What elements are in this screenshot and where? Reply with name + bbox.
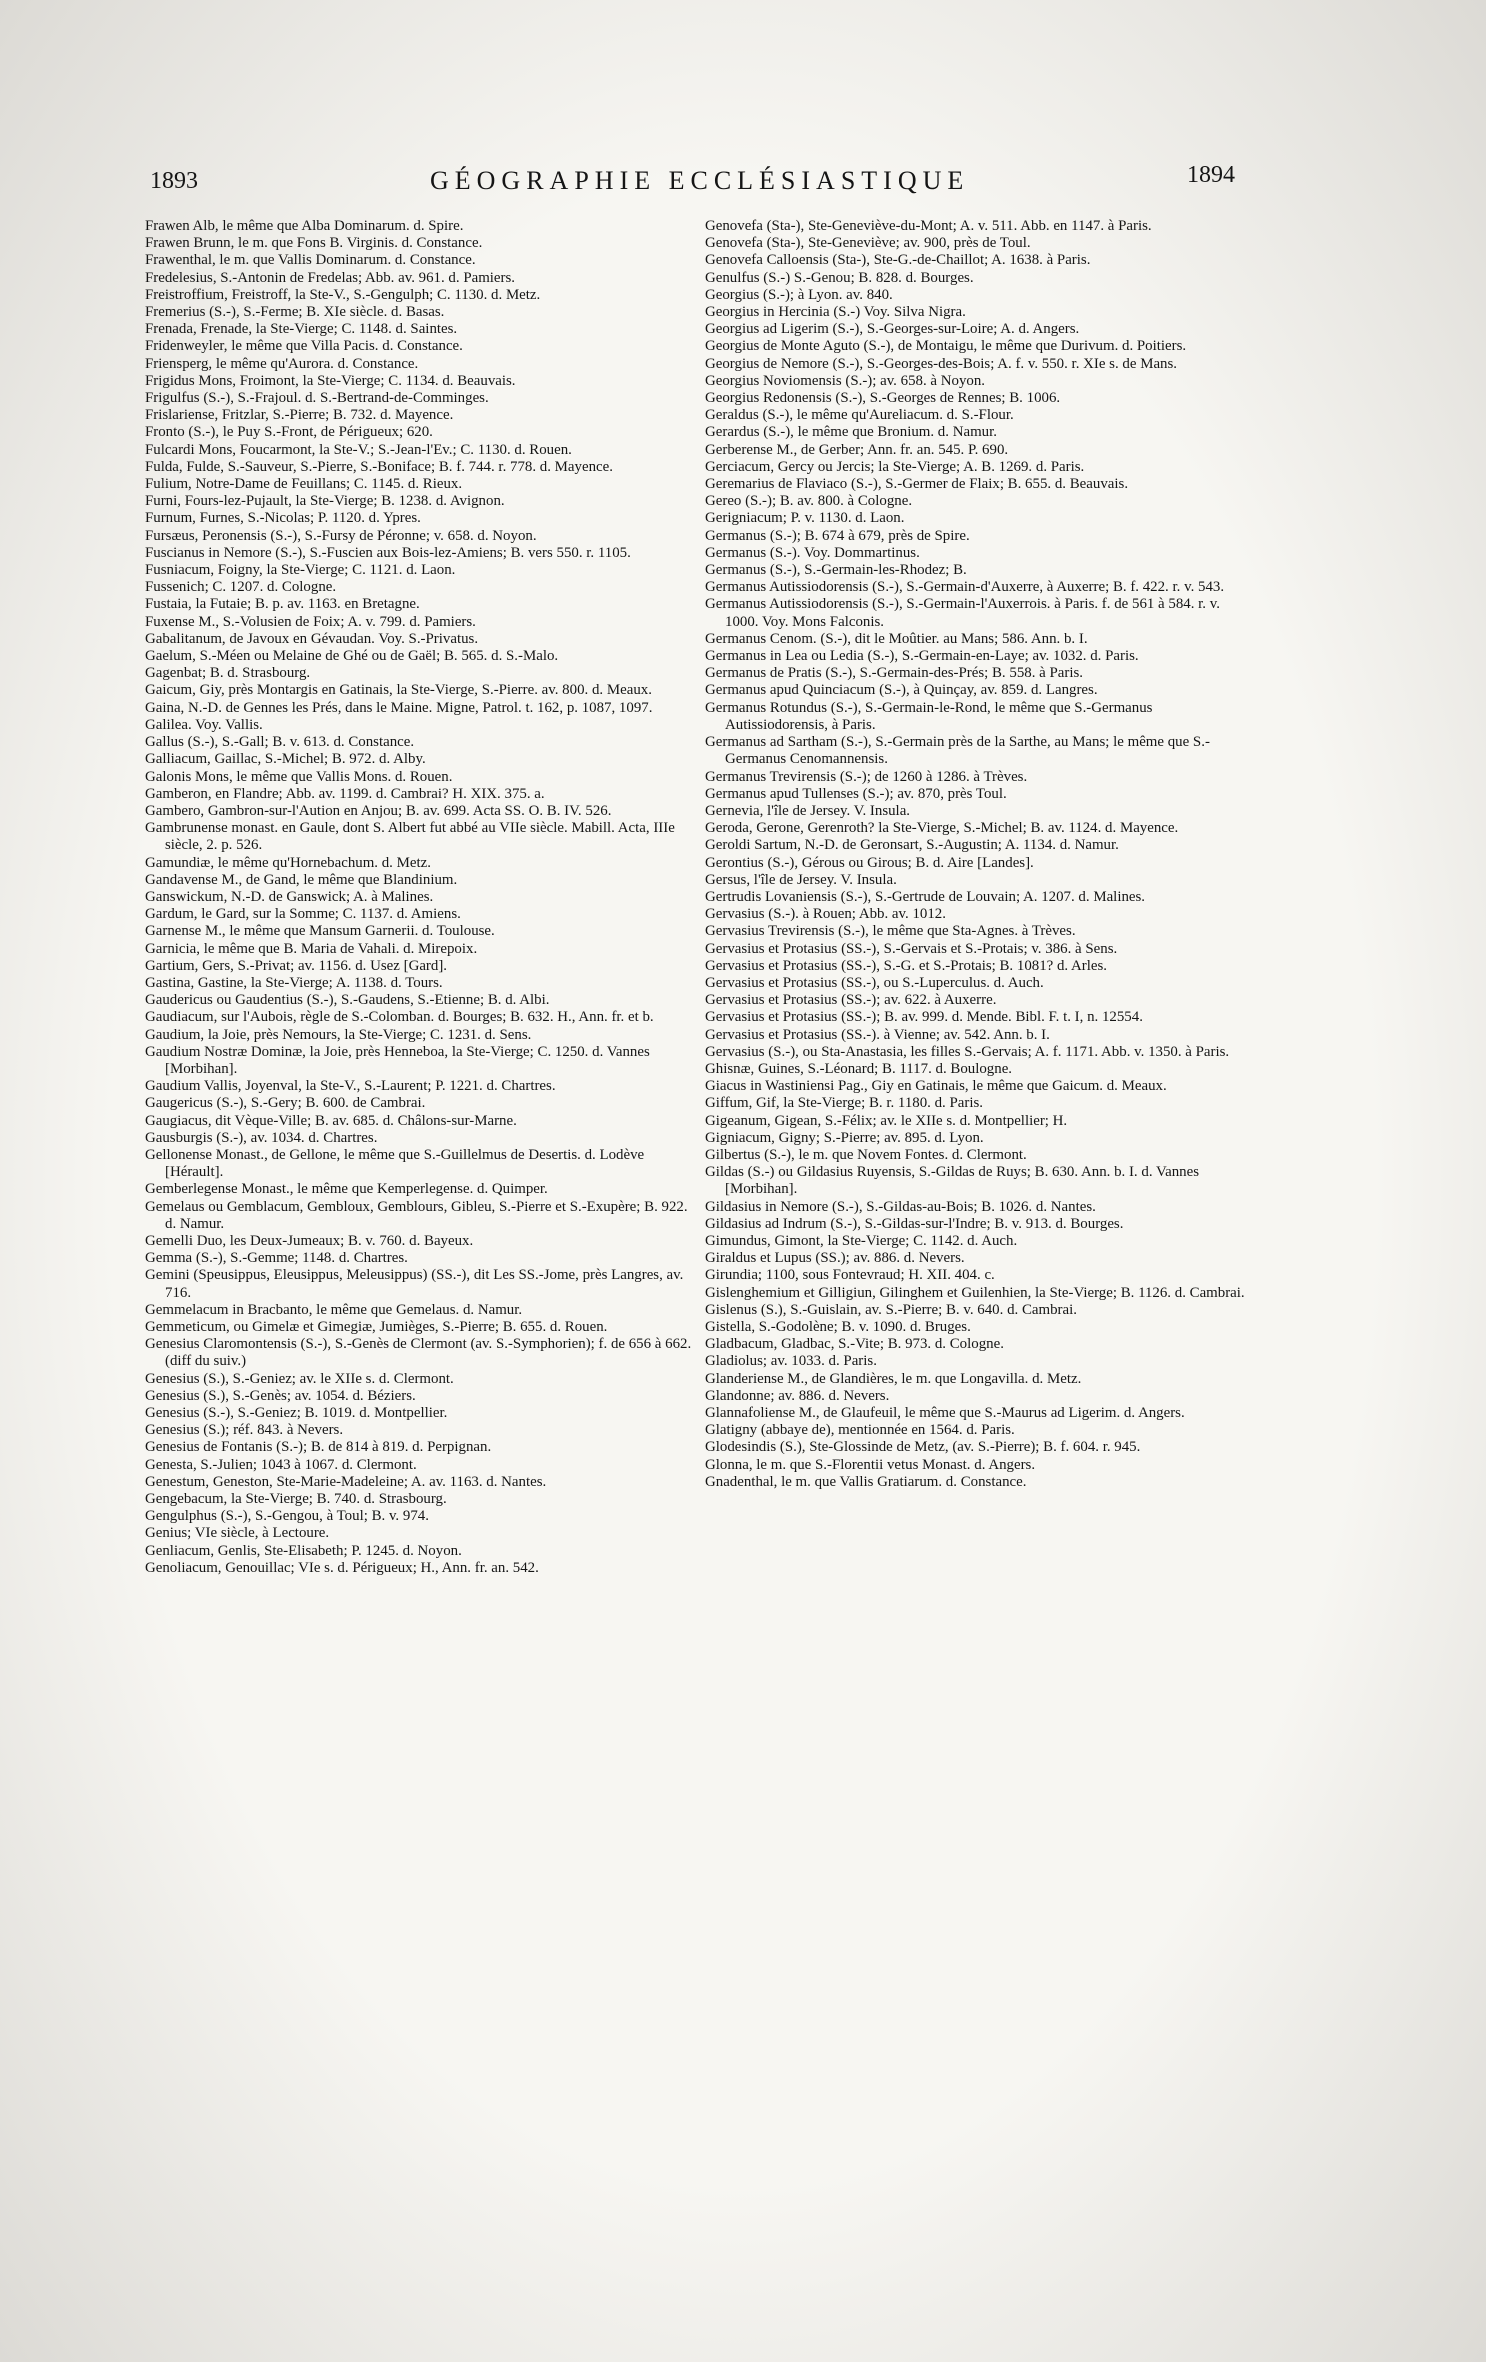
index-entry: Gervasius Trevirensis (S.-), le même que Sta-Agnes. à Trèves. [705, 923, 1076, 940]
index-entry: Gladiolus; av. 1033. d. Paris. [705, 1353, 877, 1370]
index-entry: Galilea. Voy. Vallis. [145, 716, 263, 733]
index-entry: Georgius Noviomensis (S.-); av. 658. à Noyon. [705, 372, 985, 389]
index-entry: Frawenthal, le m. que Vallis Dominarum. d. Constance. [145, 252, 476, 269]
index-entry: Fustaia, la Futaie; B. p. av. 1163. en Bretagne. [145, 596, 420, 613]
index-entry: Genesius Claromontensis (S.-), S.-Genès de Clermont (av. S.-Symphorien); f. de 656 à 662. (diff du suiv.) [145, 1336, 692, 1370]
index-entry: Gerontius (S.-), Gérous ou Girous; B. d. Aire [Landes]. [705, 854, 1034, 871]
index-entry: Glodesindis (S.), Ste-Glossinde de Metz, (av. S.-Pierre); B. f. 604. r. 945. [705, 1439, 1141, 1456]
index-entry: Frigidus Mons, Froimont, la Ste-Vierge; C. 1134. d. Beauvais. [145, 372, 516, 389]
index-entry: Gildasius in Nemore (S.-), S.-Gildas-au-Bois; B. 1026. d. Nantes. [705, 1198, 1096, 1215]
right-column [705, 218, 1253, 1491]
index-entry: Furnum, Furnes, S.-Nicolas; P. 1120. d. Ypres. [145, 510, 421, 527]
index-entry: Fremerius (S.-), S.-Ferme; B. XIe siècle. d. Basas. [145, 304, 445, 321]
index-entry: Germanus ad Sartham (S.-), S.-Germain près de la Sarthe, au Mans; le même que S.-Germanus Cenomannensis. [705, 734, 1210, 768]
index-entry: Gaugiacus, dit Vèque-Ville; B. av. 685. d. Châlons-sur-Marne. [145, 1112, 517, 1129]
index-entry: Germanus (S.-), S.-Germain-les-Rhodez; B. [705, 562, 967, 579]
index-entry: Glannafoliense M., de Glaufeuil, le même que S.-Maurus ad Ligerim. d. Angers. [705, 1405, 1185, 1422]
index-entry: Gemelaus ou Gemblacum, Gembloux, Gemblours, Gibleu, S.-Pierre et S.-Exupère; B. 922. d. Namur. [145, 1198, 688, 1232]
index-entry: Giffum, Gif, la Ste-Vierge; B. r. 1180. d. Paris. [705, 1095, 983, 1112]
index-entry: Fronto (S.-), le Puy S.-Front, de Périgueux; 620. [145, 424, 433, 441]
index-entry: Gemma (S.-), S.-Gemme; 1148. d. Chartres. [145, 1250, 408, 1267]
index-entry: Gardum, le Gard, sur la Somme; C. 1137. d. Amiens. [145, 906, 461, 923]
index-entry: Gervasius et Protasius (SS.-). à Vienne; av. 542. Ann. b. I. [705, 1026, 1050, 1043]
index-entry: Gervasius et Protasius (SS.-), ou S.-Luperculus. d. Auch. [705, 974, 1044, 991]
index-entry: Fursæus, Peronensis (S.-), S.-Fursy de Péronne; v. 658. d. Noyon. [145, 527, 537, 544]
index-entry: Glandonne; av. 886. d. Nevers. [705, 1387, 890, 1404]
index-entry: Fuxense M., S.-Volusien de Foix; A. v. 799. d. Pamiers. [145, 613, 476, 630]
index-entry: Frawen Brunn, le m. que Fons B. Virginis. d. Constance. [145, 235, 483, 252]
index-entry: Gemmeticum, ou Gimelæ et Gimegiæ, Jumièges, S.-Pierre; B. 655. d. Rouen. [145, 1319, 608, 1335]
index-entry: Gemini (Speusippus, Eleusippus, Meleusippus) (SS.-), dit Les SS.-Jome, près Langres, av. 716. [145, 1267, 684, 1301]
index-entry: Gerigniacum; P. v. 1130. d. Laon. [705, 510, 905, 527]
index-entry: Germanus in Lea ou Ledia (S.-), S.-Germain-en-Laye; av. 1032. d. Paris. [705, 648, 1139, 665]
index-entry: Georgius Redonensis (S.-), S.-Georges de Rennes; B. 1006. [705, 390, 1061, 407]
index-entry: Ghisnæ, Guines, S.-Léonard; B. 1117. d. Boulogne. [705, 1060, 1013, 1077]
index-entry: Georgius (S.-); à Lyon. av. 840. [705, 286, 893, 303]
index-entry: Gildas (S.-) ou Gildasius Ruyensis, S.-Gildas de Ruys; B. 630. Ann. b. I. d. Vannes [Morbihan]. [705, 1164, 1200, 1198]
index-entry: Gaudium Vallis, Joyenval, la Ste-V., S.-Laurent; P. 1221. d. Chartres. [145, 1078, 556, 1095]
index-entry: Gallus (S.-), S.-Gall; B. v. 613. d. Constance. [145, 734, 415, 751]
index-entry: Gervasius et Protasius (SS.-); av. 622. à Auxerre. [705, 992, 997, 1009]
index-entry: Gemelli Duo, les Deux-Jumeaux; B. v. 760. d. Bayeux. [145, 1232, 474, 1249]
index-entry: Fredelesius, S.-Antonin de Fredelas; Abb. av. 961. d. Pamiers. [145, 269, 516, 286]
index-entry: Germanus Autissiodorensis (S.-), S.-Germain-d'Auxerre, à Auxerre; B. f. 422. r. v. 543. [705, 579, 1225, 596]
index-entry: Giacus in Wastiniensi Pag., Giy en Gatinais, le même que Gaicum. d. Meaux. [705, 1078, 1167, 1095]
page-header [150, 162, 1235, 202]
index-entry: Freistroffium, Freistroff, la Ste-V., S.-Gengulph; C. 1130. d. Metz. [145, 286, 541, 303]
index-entry: Gambrunense monast. en Gaule, dont S. Albert fut abbé au VIIe siècle. Mabill. Acta, IIIe siècle, 2. p. 526. [145, 820, 675, 854]
index-entry: Genoliacum, Genouillac; VIe s. d. Périgueux; H., Ann. fr. an. 542. [145, 1559, 539, 1576]
index-entry: Gartium, Gers, S.-Privat; av. 1156. d. Usez [Gard]. [145, 957, 448, 974]
index-entry: Gertrudis Lovaniensis (S.-), S.-Gertrude de Louvain; A. 1207. d. Malines. [705, 888, 1146, 905]
index-entry: Fuscianus in Nemore (S.-), S.-Fuscien aux Bois-lez-Amiens; B. vers 550. r. 1105. [145, 544, 631, 561]
index-entry: Gamundiæ, le même qu'Hornebachum. d. Metz. [145, 854, 431, 871]
index-entry: Galliacum, Gaillac, S.-Michel; B. 972. d. Alby. [145, 751, 426, 768]
index-entry: Galonis Mons, le même que Vallis Mons. d. Rouen. [145, 768, 453, 785]
index-entry: Genestum, Geneston, Ste-Marie-Madeleine; A. av. 1163. d. Nantes. [145, 1473, 547, 1490]
index-entry: Genesta, S.-Julien; 1043 à 1067. d. Clermont. [145, 1456, 417, 1473]
index-entry: Gervasius (S.-). à Rouen; Abb. av. 1012. [705, 906, 946, 923]
index-entry: Gausburgis (S.-), av. 1034. d. Chartres. [145, 1129, 378, 1146]
index-entry: Genesius (S.); réf. 843. à Nevers. [145, 1422, 344, 1439]
index-entry: Genesius (S.), S.-Genès; av. 1054. d. Béziers. [145, 1387, 416, 1404]
index-entry: Gaudium, la Joie, près Nemours, la Ste-Vierge; C. 1231. d. Sens. [145, 1026, 532, 1043]
index-entry: Gilbertus (S.-), le m. que Novem Fontes. d. Clermont. [705, 1146, 1027, 1163]
index-entry: Geremarius de Flaviaco (S.-), S.-Germer de Flaix; B. 655. d. Beauvais. [705, 476, 1129, 493]
index-entry: Fulda, Fulde, S.-Sauveur, S.-Pierre, S.-Boniface; B. f. 744. r. 778. d. Mayence. [145, 458, 613, 475]
index-entry: Gengulphus (S.-), S.-Gengou, à Toul; B. v. 974. [145, 1508, 429, 1525]
index-entry: Gaina, N.-D. de Gennes les Prés, dans le Maine. Migne, Patrol. t. 162, p. 1087, 1097. [145, 699, 653, 716]
index-entry: Girundia; 1100, sous Fontevraud; H. XII. 404. c. [705, 1267, 995, 1284]
index-entry: Germanus Rotundus (S.-), S.-Germain-le-Rond, le même que S.-Germanus Autissiodorensis, à Paris. [705, 699, 1153, 733]
index-entry: Genius; VIe siècle, à Lectoure. [145, 1525, 330, 1542]
index-entry: Fussenich; C. 1207. d. Cologne. [145, 579, 337, 596]
index-entry: Fulium, Notre-Dame de Feuillans; C. 1145. d. Rieux. [145, 476, 463, 493]
index-entry: Gnadenthal, le m. que Vallis Gratiarum. d. Constance. [705, 1473, 1027, 1490]
index-entry: Geroldi Sartum, N.-D. de Geronsart, S.-Augustin; A. 1134. d. Namur. [705, 837, 1119, 854]
index-entry: Genliacum, Genlis, Ste-Elisabeth; P. 1245. d. Noyon. [145, 1542, 462, 1559]
index-entry: Gervasius (S.-), ou Sta-Anastasia, les filles S.-Gervais; A. f. 1171. Abb. v. 1350. à Paris. [705, 1043, 1230, 1060]
index-entry: Germanus apud Quinciacum (S.-), à Quinçay, av. 859. d. Langres. [705, 682, 1098, 699]
index-entry: Gagenbat; B. d. Strasbourg. [145, 665, 311, 682]
index-entry: Georgius de Monte Aguto (S.-), de Montaigu, le même que Durivum. d. Poitiers. [705, 338, 1187, 355]
index-entry: Gaugericus (S.-), S.-Gery; B. 600. de Cambrai. [145, 1095, 426, 1112]
index-entry: Gerberense M., de Gerber; Ann. fr. an. 545. P. 690. [705, 441, 1009, 458]
page-number-left: 1893 [150, 168, 198, 194]
index-entry: Gereo (S.-); B. av. 800. à Cologne. [705, 493, 913, 510]
index-entry: Giraldus et Lupus (SS.); av. 886. d. Nevers. [705, 1250, 965, 1267]
index-entry: Germanus (S.-). Voy. Dommartinus. [705, 544, 920, 561]
index-entry: Gigeanum, Gigean, S.-Félix; av. le XIIe s. d. Montpellier; H. [705, 1112, 1068, 1129]
index-entry: Gervasius et Protasius (SS.-); B. av. 999. d. Mende. Bibl. F. t. I, n. 12554. [705, 1009, 1143, 1026]
index-entry: Gemberlegense Monast., le même que Kemperlegense. d. Quimper. [145, 1181, 548, 1198]
index-entry: Gastina, Gastine, la Ste-Vierge; A. 1138. d. Tours. [145, 974, 443, 991]
index-entry: Genovefa (Sta-), Ste-Geneviève; av. 900, près de Toul. [705, 235, 1031, 252]
index-entry: Germanus (S.-); B. 674 à 679, près de Spire. [705, 527, 970, 544]
index-entry: Gersus, l'île de Jersey. V. Insula. [705, 871, 897, 888]
index-entry: Gaicum, Giy, près Montargis en Gatinais, la Ste-Vierge, S.-Pierre. av. 800. d. Meaux. [145, 682, 652, 699]
index-entry: Georgius ad Ligerim (S.-), S.-Georges-sur-Loire; A. d. Angers. [705, 321, 1080, 338]
index-entry: Genesius de Fontanis (S.-); B. de 814 à 819. d. Perpignan. [145, 1439, 492, 1456]
index-entry: Germanus Cenom. (S.-), dit le Moûtier. au Mans; 586. Ann. b. I. [705, 630, 1088, 647]
index-entry: Gervasius et Protasius (SS.-), S.-G. et S.-Protais; B. 1081? d. Arles. [705, 957, 1108, 974]
index-entry: Germanus apud Tullenses (S.-); av. 870, près Toul. [705, 785, 1007, 802]
index-entry: Georgius in Hercinia (S.-) Voy. Silva Nigra. [705, 304, 966, 321]
index-entry: Gistella, S.-Godolène; B. v. 1090. d. Bruges. [705, 1319, 971, 1335]
index-entry: Glanderiense M., de Glandières, le m. que Longavilla. d. Metz. [705, 1370, 1082, 1387]
index-entry: Frawen Alb, le même que Alba Dominarum. d. Spire. [145, 218, 464, 234]
index-entry: Friensperg, le même qu'Aurora. d. Constance. [145, 355, 419, 372]
index-entry: Gamberon, en Flandre; Abb. av. 1199. d. Cambrai? H. XIX. 375. a. [145, 785, 545, 802]
index-entry: Gildasius ad Indrum (S.-), S.-Gildas-sur-l'Indre; B. v. 913. d. Bourges. [705, 1215, 1124, 1232]
index-entry: Genulfus (S.-) S.-Genou; B. 828. d. Bourges. [705, 269, 974, 286]
index-entry: Gemmelacum in Bracbanto, le même que Gemelaus. d. Namur. [145, 1301, 523, 1318]
index-entry: Gerardus (S.-), le même que Bronium. d. Namur. [705, 424, 997, 441]
index-entry: Genovefa (Sta-), Ste-Geneviève-du-Mont; A. v. 511. Abb. en 1147. à Paris. [705, 218, 1152, 234]
index-entry: Ganswickum, N.-D. de Ganswick; A. à Malines. [145, 888, 434, 905]
index-entry: Germanus Autissiodorensis (S.-), S.-Germain-l'Auxerrois. à Paris. f. de 561 à 584. r. v. 1000. Voy. Mons Falconis. [705, 596, 1220, 630]
index-entry: Gernevia, l'île de Jersey. V. Insula. [705, 802, 911, 819]
index-entry: Fulcardi Mons, Foucarmont, la Ste-V.; S.-Jean-l'Ev.; C. 1130. d. Rouen. [145, 441, 572, 458]
index-entry: Garnicia, le même que B. Maria de Vahali. d. Mirepoix. [145, 940, 478, 957]
index-entry: Gengebacum, la Ste-Vierge; B. 740. d. Strasbourg. [145, 1491, 447, 1508]
running-title: GÉOGRAPHIE ECCLÉSIASTIQUE [430, 166, 970, 195]
index-entry: Gandavense M., de Gand, le même que Blandinium. [145, 871, 458, 888]
index-entry: Frislariense, Fritzlar, S.-Pierre; B. 732. d. Mayence. [145, 407, 454, 424]
index-entry: Georgius de Nemore (S.-), S.-Georges-des-Bois; A. f. v. 550. r. XIe s. de Mans. [705, 355, 1178, 372]
left-column [145, 218, 693, 1577]
index-entry: Gambero, Gambron-sur-l'Aution en Anjou; B. av. 699. Acta SS. O. B. IV. 526. [145, 802, 612, 819]
index-entry: Frenada, Frenade, la Ste-Vierge; C. 1148. d. Saintes. [145, 321, 458, 338]
index-entry: Germanus Trevirensis (S.-); de 1260 à 1286. à Trèves. [705, 768, 1028, 785]
index-entry: Gervasius et Protasius (SS.-), S.-Gervais et S.-Protais; v. 386. à Sens. [705, 940, 1118, 957]
index-entry: Fridenweyler, le même que Villa Pacis. d. Constance. [145, 338, 463, 355]
page-number-right: 1894 [1187, 162, 1235, 188]
index-entry: Germanus de Pratis (S.-), S.-Germain-des-Prés; B. 558. à Paris. [705, 665, 1083, 682]
index-entry: Furni, Fours-lez-Pujault, la Ste-Vierge; B. 1238. d. Avignon. [145, 493, 505, 510]
index-entry: Gaudericus ou Gaudentius (S.-), S.-Gaudens, S.-Etienne; B. d. Albi. [145, 992, 550, 1009]
index-entry: Fusniacum, Foigny, la Ste-Vierge; C. 1121. d. Laon. [145, 562, 456, 579]
index-entry: Glatigny (abbaye de), mentionnée en 1564. d. Paris. [705, 1422, 1015, 1439]
index-entry: Genovefa Calloensis (Sta-), Ste-G.-de-Chaillot; A. 1638. à Paris. [705, 252, 1091, 269]
index-entry: Gerciacum, Gercy ou Jercis; la Ste-Vierge; A. B. 1269. d. Paris. [705, 458, 1085, 475]
index-entry: Glonna, le m. que S.-Florentii vetus Monast. d. Angers. [705, 1456, 1036, 1473]
index-entry: Genesius (S.-), S.-Geniez; B. 1019. d. Montpellier. [145, 1405, 448, 1422]
index-entry: Gigniacum, Gigny; S.-Pierre; av. 895. d. Lyon. [705, 1129, 984, 1146]
index-entry: Gaudium Nostræ Dominæ, la Joie, près Henneboa, la Ste-Vierge; C. 1250. d. Vannes [Morbihan]. [145, 1043, 650, 1077]
index-entry: Gabalitanum, de Javoux en Gévaudan. Voy. S.-Privatus. [145, 630, 479, 647]
index-entry: Geroda, Gerone, Gerenroth? la Ste-Vierge, S.-Michel; B. av. 1124. d. Mayence. [705, 820, 1179, 837]
index-entry: Genesius (S.), S.-Geniez; av. le XIIe s. d. Clermont. [145, 1370, 454, 1387]
index-entry: Gislenus (S.), S.-Guislain, av. S.-Pierre; B. v. 640. d. Cambrai. [705, 1301, 1077, 1318]
index-entry: Gislenghemium et Gilligiun, Gilinghem et Guilenhien, la Ste-Vierge; B. 1126. d. Cambrai. [705, 1284, 1245, 1301]
index-entry: Gaelum, S.-Méen ou Melaine de Ghé ou de Gaël; B. 565. d. S.-Malo. [145, 648, 559, 665]
index-entry: Gladbacum, Gladbac, S.-Vite; B. 973. d. Cologne. [705, 1336, 1004, 1353]
index-entry: Geraldus (S.-), le même qu'Aureliacum. d. S.-Flour. [705, 407, 1014, 424]
index-entry: Garnense M., le même que Mansum Garnerii. d. Toulouse. [145, 923, 495, 940]
index-entry: Gellonense Monast., de Gellone, le même que S.-Guillelmus de Desertis. d. Lodève [Hérault]. [145, 1146, 645, 1181]
index-entry: Frigulfus (S.-), S.-Frajoul. d. S.-Bertrand-de-Comminges. [145, 390, 489, 407]
index-entry: Gimundus, Gimont, la Ste-Vierge; C. 1142. d. Auch. [705, 1232, 1018, 1249]
index-entry: Gaudiacum, sur l'Aubois, règle de S.-Colomban. d. Bourges; B. 632. H., Ann. fr. et b. [145, 1009, 654, 1026]
